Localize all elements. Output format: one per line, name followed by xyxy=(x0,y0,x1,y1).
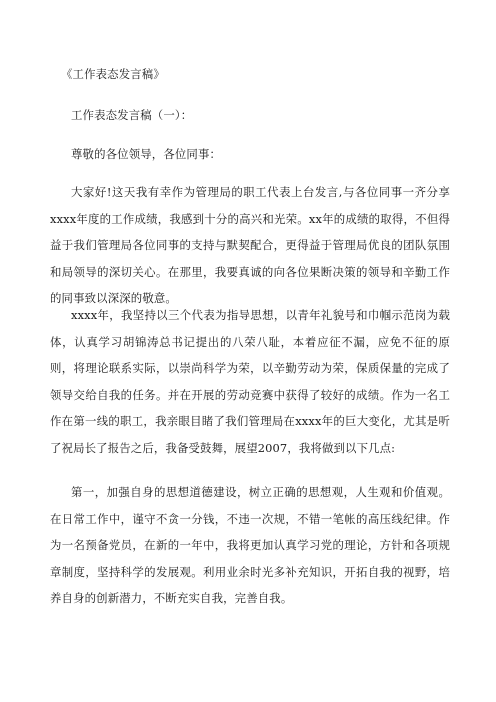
section-subtitle: 工作表态发言稿（一）： xyxy=(71,108,193,122)
first-point-paragraph: 第一，加强自身的思想道德建设，树立正确的思想观，人生观和价值观。在日常工作中，谨守不贪一分钱，不违一次规，不错一笔帐的高压线纪律。作为一名预备党员，在新的一年中，我将更加认真学习党的理论，方针和各项规章制度，坚持科学的发展观。利用业余时光多补充知识，开拓自我的视野，培养自身的创新潜力，不断充实自我，完善自我。 xyxy=(50,485,450,606)
opening-paragraph: 大家好!这天我有幸作为管理局的职工代表上台发言,与各位同事一齐分享xxxx年度的工作成绩，我感到十分的高兴和光荣。xx年的成绩的取得，不但得益于我们管理局各位同事的支持与默契配合，更得益于管理局优良的团队氛围和局领导的深切关心。在那里，我要真诚的向各位果断决策的领导和辛勤工作的同事致以深深的敬意。 xyxy=(50,185,450,306)
work-review-paragraph: xxxx年，我坚持以三个代表为指导思想，以青年礼貌号和巾帼示范岗为载体，认真学习胡锦涛总书记提出的八荣八耻，本着应征不漏，应免不征的原则，将理论联系实际，以崇尚科学为荣，以辛勤劳动为荣，保质保量的完成了领导交给自我的任务。并在开展的劳动竞赛中获得了较好的成绩。作为一名工作在第一线的职工，我亲眼目睹了我们管理局在xxxx年的巨大变化，尤其是听了祝局长了报告之后，我备受鼓舞，展望2007，我将做到以下几点: xyxy=(50,308,450,455)
greeting-paragraph: 尊敬的各位领导，各位同事： xyxy=(71,147,222,161)
document-title: 《工作表态发言稿》 xyxy=(61,67,165,81)
